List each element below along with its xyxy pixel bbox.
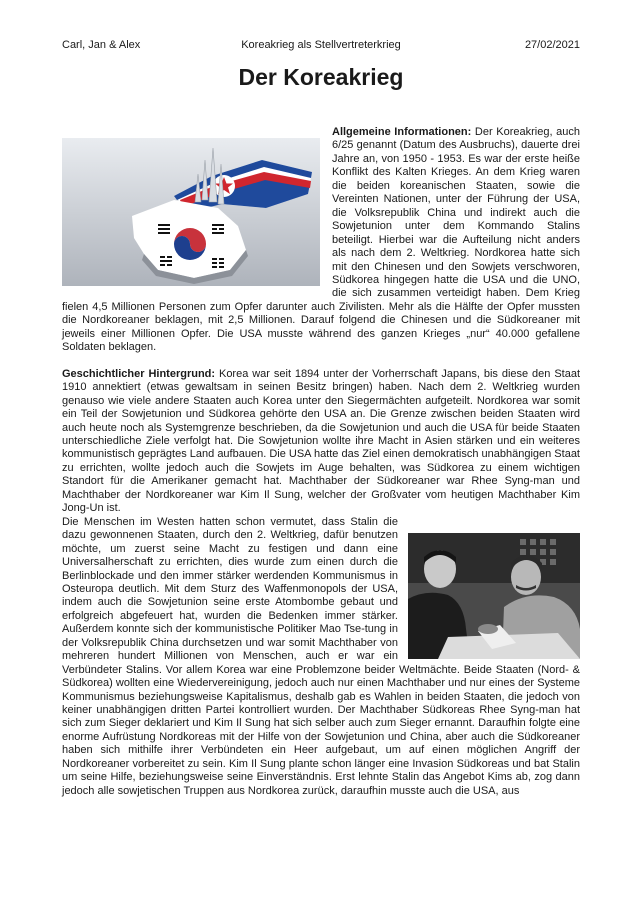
section-general-info-text: Der Koreakrieg, auch 6/25 genannt (Datum des Ausbruchs), dauerte drei Jahre an, von 1950 - 1953. Es war der erste heiße Konflikt des Kalten Krieges. An dem Krieg waren die beiden koreanischen Staaten, sowie die Vereinten Nationen, unter der Führung der USA, die Volksrepublik China und indirekt auch die Sowjetunion unter dem Kommando Stalins beteiligt. Hierbei war die Aufteilung nicht anders als nach dem 2. Weltkrieg. Nordkorea hatte sich mit den Chinesen und den Sowjets verschworen, Südkorea hingegen hatte die USA und die UNO, die sich zusammen verteidigt haben. Dem Krieg fielen 4,5 Millionen Personen zum Opfer darunter auch Zivilisten. Mehr als die Hälfte der Opfer mussten die Nordkoreaner beklagen, mit 2,5 Millionen. Darauf folgend die Chinesen und die Südkoreaner mit jeweils einer Millionen Opfer. Die USA musste während des ganzen Krieges „nur“ 40.000 gefallene Soldaten beklagen. <box>62 126 580 354</box>
header-date: 27/02/2021 <box>524 39 580 51</box>
section-background-part1 <box>62 368 580 516</box>
page-title: Der Koreakrieg <box>238 64 404 90</box>
section-background-heading: Geschichtlicher Hintergrund: <box>62 367 216 380</box>
header-authors: Carl, Jan & Alex <box>62 39 141 51</box>
section-general-info-heading: Allgemeine Informationen: <box>332 126 472 138</box>
korea-map-flags-image <box>62 138 320 286</box>
section-background-part2: Die Menschen im Westen hatten schon vermutet, dass Stalin die dazu gewonnenen Staaten, durch den 2. Weltkrieg, dafür benutzen möchte, um zuerst seine Macht zu festigen und dann eine Universalherschaft zu errichten, dies wurde zum einen durch die Berlinblockade und den immer stärker werdenden Kommunismus in Osteuropa deutlich. Mit dem Sturz des Waffenmonopols der USA, indem auch die Sowjetunion seine erste Atombombe gebaut und erfolgreich abgefeuert hat, wurden die Bedenken immer stärker. Außerdem konnte sich der kommunistische Politiker Mao Tse-tung in der Volksrepublik China durchsetzen und war somit Machthaber von mehreren hundert Millionen von Menschen, auch er war ein Verbündeter Stalins. Vor allem Korea war eine Problemzone beider Weltmächte. Beide Staaten (Nord- & Südkorea) wollten eine Wiedervereinigung, jedoch auch nur einen Machthaber und nur eines der Systeme Kommunismus beziehungsweise Kapitalismus, deshalb gab es Wahlen in beiden Staaten, die jedoch von keiner unabhängigen dritten Partei kontrolliert wurden. Der Machthaber Südkoreas Rhee Syng-man hat sich zum Sieger deklariert und Kim Il Sung hat sich selber auch zum Sieger ernannt. Daraufhin folgte eine enorme Aufrüstung Nordkoreas mit der Hilfe von der Sowjetunion und China, aber auch die Südkoreaner haben sich mithilfe ihrer Verbündeten ein Heer aufgebaut, um auf einen möglichen Angriff der Nordkoreaner vorbereitet zu sein. Kim Il Sung plante schon länger eine Invasion Südkoreas und bat Stalin um seine Hilfe, beziehungsweise seine Einverständnis. Erst lehnte Stalin das Angebot Kims ab, zog dann jedoch alle sowjetischen Truppen aus Nordkorea zurück, daraufhin musste auch die USA, aus <box>62 515 580 797</box>
document-body <box>62 126 580 798</box>
section-background-text-1: Korea war seit 1894 unter der Vorherrschaft Japans, bis diese den Staat 1910 annektiert (etwas gewaltsam in seinen Besitz bringen) haben. Nach dem 2. Weltkrieg wurden genauso wie viele andere Staaten auch Korea unter den Siegermächten aufgeteilt. Nordkorea war somit ein Teil der Sowjetunion und Südkorea gehörte den USA an. Die Grenze zwischen beiden Staaten wird auch heute noch als Systemgrenze beschrieben, da die Sowjetunion und auch die USA für beide Staaten unterschiedliche Ziele verfolgt hat. Die Sowjetunion wollte ihre Macht in Asien stärken und ein weiteres kommunistisch geprägtes Land aufbauen. Die USA hatte das Ziel einen demokratisch unabhängigen Staat zu errichten, wollte jedoch auch die Sowjets im Auge behalten, was Südkorea zu einem wichtigen Standort für die Amerikaner gemacht hat. Machthaber der Südkoreaner war Rhee Syng-man und Machthaber der Nordkoreaner war Kim Il Sung, welcher der Großvater vom heutigen Machthaber Kim Jong-Un ist. <box>62 367 580 515</box>
historical-photo-kim-stalin <box>408 533 580 659</box>
page-header <box>62 38 580 52</box>
header-subject: Koreakrieg als Stellvertreterkrieg <box>241 39 401 51</box>
